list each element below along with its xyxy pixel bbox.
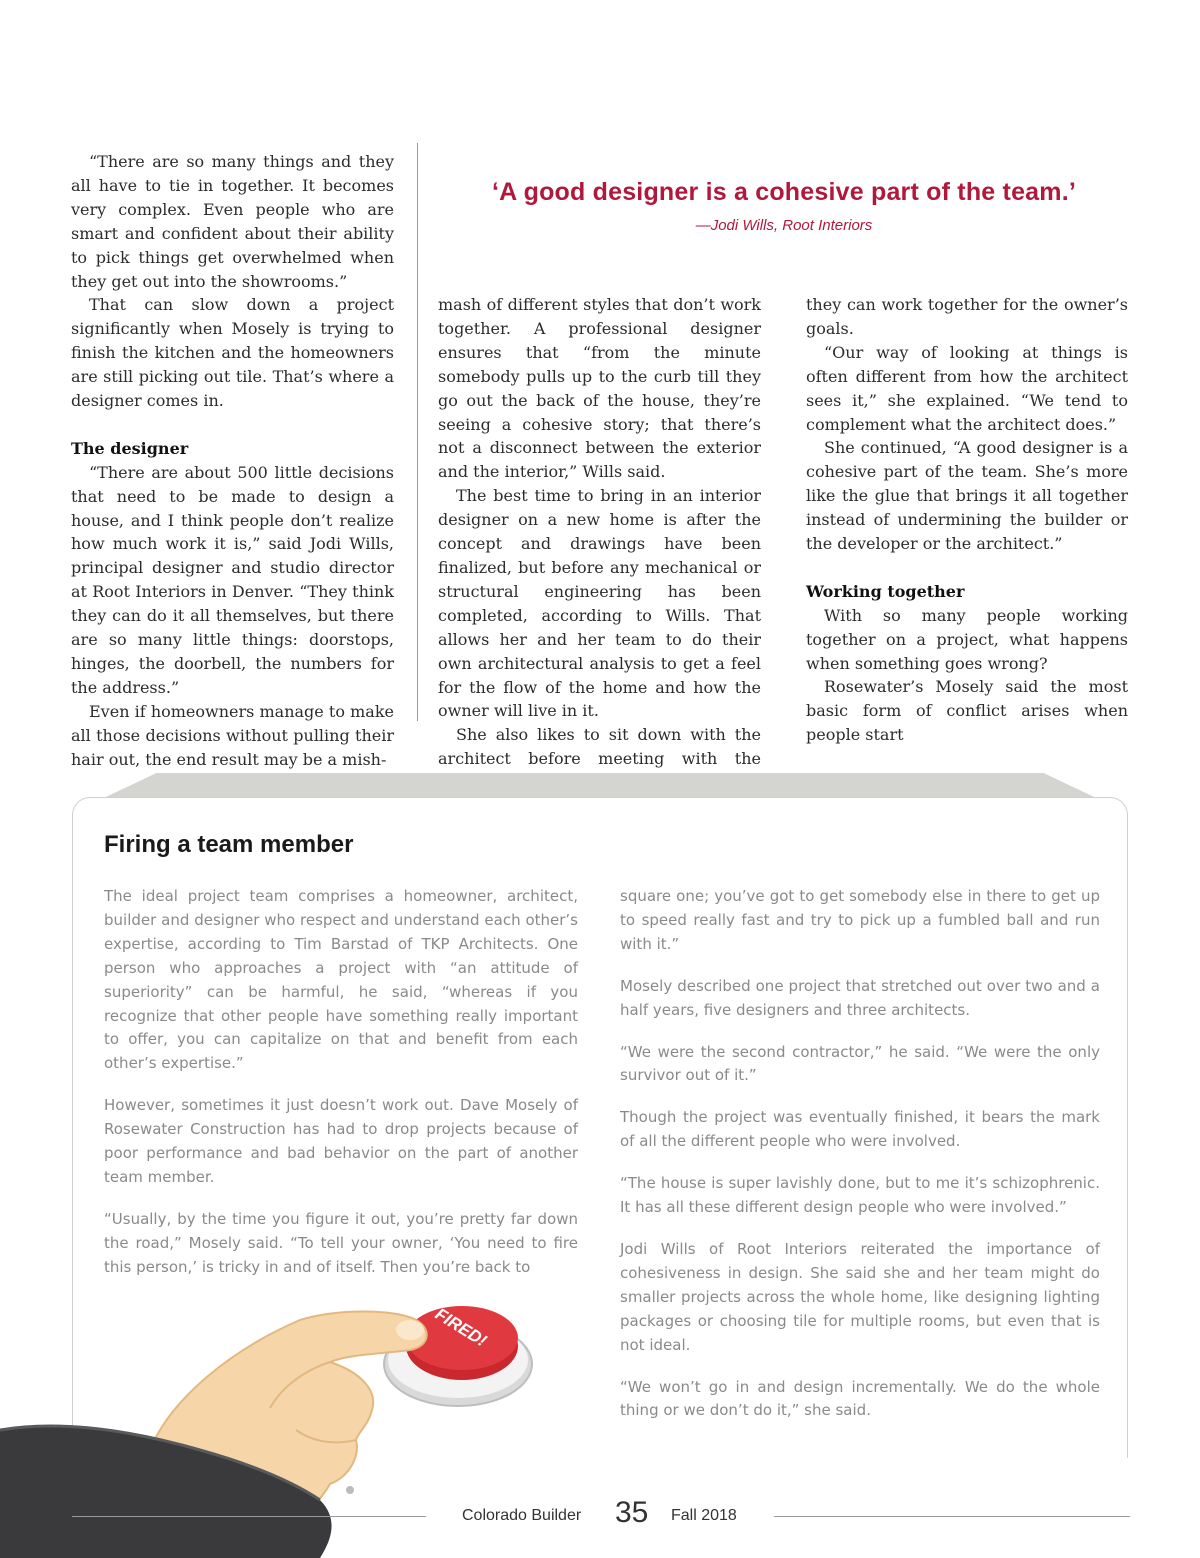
sidebar-paragraph: square one; you’ve got to get somebody else in there to get up to speed really fast and try to pick up a fumbled ball and run with it.”: [620, 887, 1100, 953]
article-column-1: [71, 150, 394, 772]
sidebar-paragraph: “The house is super lavishly done, but to me it’s schizophrenic. It has all these different design people who were involved.”: [620, 1174, 1100, 1217]
sidebar-paragraph: “We were the second contractor,” he said. “We were the only survivor out of it.”: [620, 1042, 1100, 1085]
column-divider: [417, 143, 418, 721]
sidebar-title: Firing a team member: [104, 831, 354, 858]
paragraph: “Our way of looking at things is often different from how the architect sees it,” she explained. “We tend to complement what the architect does.”: [806, 342, 1128, 434]
paragraph: That can slow down a project significantly when Mosely is trying to finish the kitchen and the homeowners are still picking out tile. That’s where a designer comes in.: [71, 295, 394, 411]
paragraph: With so many people working together on a project, what happens when something goes wrong?: [806, 605, 1128, 673]
paragraph: Even if homeowners manage to make all those decisions without pulling their hair out, the end result may be a mish-: [71, 701, 394, 769]
paragraph: “There are so many things and they all have to tie in together. It becomes very complex. Even people who are smart and confident about their ability to pick things get overwhelmed when they get out into the showrooms.”: [71, 152, 394, 291]
pull-quote: [440, 178, 1128, 234]
cufflink: [346, 1486, 354, 1494]
sidebar-column-2: [620, 885, 1100, 1441]
paragraph: She continued, “A good designer is a cohesive part of the team. She’s more like the glue that brings it all together instead of undermining the builder or the developer or the architect.”: [806, 438, 1128, 554]
sidebar-paragraph: “We won’t go in and design incrementally. We do the whole thing or we don’t do it,” she said.: [620, 1377, 1100, 1420]
fingernail: [396, 1320, 424, 1340]
section-heading-working-together: Working together: [806, 581, 965, 601]
section-heading-designer: The designer: [71, 438, 189, 458]
paragraph: “There are about 500 little decisions that need to be made to design a house, and I think people don’t realize how much work it is,” said Jodi Wills, principal designer and studio director at Root Interiors in Denver. “They think they can do it all themselves, but there are so many little things: doorstops, hinges, the doorbell, the numbers for the address.”: [71, 462, 394, 697]
sidebar-paragraph: “Usually, by the time you figure it out, you’re pretty far down the road,” Mosely said. “To tell your owner, ‘You need to fire this person,’ is tricky in and of itself. Then you’re back to: [104, 1209, 578, 1276]
sidebar-paragraph: However, sometimes it just doesn’t work out. Dave Mosely of Rosewater Construction has had to drop projects because of poor performance and bad behavior on the part of another team member.: [104, 1096, 578, 1186]
paragraph: Rosewater’s Mosely said the most basic form of conflict arises when people start: [806, 677, 1128, 745]
paragraph: The best time to bring in an interior designer on a new home is after the concept and drawings have been finalized, but before any mechanical or structural engineering has been completed, according to Wills. That allows her and her team to do their own architectural analysis to get a feel for the flow of the home and how the owner will live in it.: [438, 486, 761, 721]
paragraph: they can work together for the owner’s goals.: [806, 295, 1128, 338]
sidebar-column-1: [104, 885, 578, 1298]
footer-issue: Fall 2018: [671, 1507, 737, 1524]
article-column-2: [438, 293, 761, 795]
article-column-3: [806, 293, 1128, 747]
footer-rule-left: [72, 1516, 426, 1517]
sidebar-paragraph: Jodi Wills of Root Interiors reiterated the importance of cohesiveness in design. She said she and her team might do smaller projects across the whole home, like designing lighting packages or choosing tile for multiple rooms, but even that is not ideal.: [620, 1239, 1100, 1354]
sidebar-paragraph: The ideal project team comprises a homeowner, architect, builder and designer who respect and understand each other’s expertise, according to Tim Barstad of TKP Architects. One person who approaches a project with “an attitude of superiority” can be harmful, he said, “whereas if you recognize that other people have something really important to offer, you can capitalize on that and benefit from each other’s expertise.”: [104, 887, 578, 1073]
sidebar-paragraph: Mosely described one project that stretched out over two and a half years, five designers and three architects.: [620, 976, 1100, 1019]
fired-button-label: FIRED!: [431, 1304, 490, 1351]
paragraph: mash of different styles that don’t work together. A professional designer ensures that “from the minute somebody pulls up to the curb till they go out the back of the house, they’re seeing a cohesive story; that there’s not a disconnect between the exterior and the interior,” Wills said.: [438, 295, 761, 482]
footer-page-number: 35: [615, 1496, 649, 1529]
sidebar-paragraph: Though the project was eventually finished, it bears the mark of all the different people who were involved.: [620, 1108, 1100, 1151]
footer-rule-right: [774, 1516, 1130, 1517]
pull-quote-text: ‘A good designer is a cohesive part of the team.’: [491, 178, 1076, 206]
pull-quote-attribution: —Jodi Wills, Root Interiors: [695, 217, 873, 234]
paragraph: She also likes to sit down with the architect before meeting with the: [438, 725, 761, 769]
footer-publication: Colorado Builder: [462, 1507, 582, 1524]
